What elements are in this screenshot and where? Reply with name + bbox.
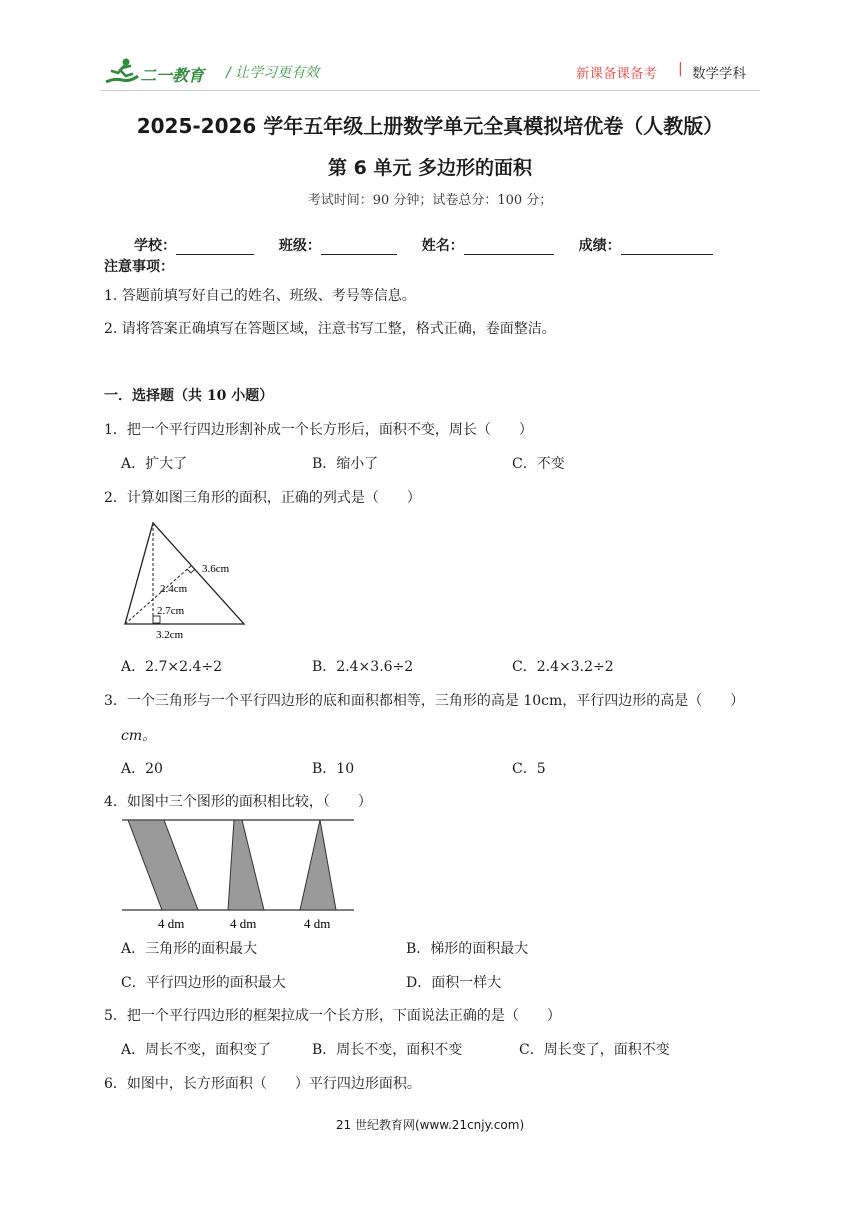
question-1-stem: 1．把一个平行四边形割补成一个长方形后，面积不变，周长（ ）: [104, 422, 533, 438]
class-blank[interactable]: [321, 240, 397, 255]
section-heading: 一．选择题（共 10 小题）: [104, 388, 274, 404]
school-label: 学校：: [134, 238, 176, 254]
question-2-option-a[interactable]: A．2.7×2.4÷2: [121, 659, 223, 675]
parallelogram-shape: [128, 820, 198, 910]
header-divider: [100, 90, 760, 91]
score-field[interactable]: [579, 235, 713, 255]
triangle-shape: [300, 820, 336, 910]
question-5-option-b[interactable]: B．周长不变，面积不变: [312, 1042, 463, 1058]
exam-info: 考试时间：90 分钟；试卷总分：100 分；: [307, 193, 553, 208]
question-5-option-a[interactable]: A．周长不变，面积变了: [121, 1042, 272, 1058]
question-3-option-b[interactable]: B．10: [312, 761, 355, 777]
question-4-option-c[interactable]: C．平行四边形的面积最大: [121, 975, 286, 991]
score-blank[interactable]: [621, 240, 713, 255]
question-3-option-c[interactable]: C．5: [512, 761, 546, 777]
triangle-label-32: 3.2cm: [156, 629, 184, 641]
class-label: 班级：: [278, 238, 321, 254]
triangle-label-27: 2.7cm: [157, 605, 185, 617]
score-label: 成绩：: [578, 238, 621, 254]
header-subject: 数学学科: [692, 66, 746, 82]
question-4-option-b[interactable]: B．梯形的面积最大: [406, 941, 529, 957]
logo-icon: [104, 56, 140, 86]
school-blank[interactable]: [176, 240, 254, 255]
question-2-stem: 2．计算如图三角形的面积，正确的列式是（ ）: [104, 490, 421, 506]
header-right-label: 新课备课备考: [576, 66, 657, 82]
question-2-option-c[interactable]: C．2.4×3.2÷2: [512, 659, 614, 675]
note-item: 1. 答题前填写好自己的姓名、班级、考号等信息。: [104, 288, 416, 304]
page-subtitle: 第 6 单元 多边形的面积: [327, 157, 533, 179]
trapezoid-shape: [228, 820, 264, 910]
question-3-stem: 3．一个三角形与一个平行四边形的底和面积都相等，三角形的高是 10cm，平行四边形的高是（ ）: [104, 693, 745, 709]
name-label: 姓名：: [421, 238, 464, 254]
class-field[interactable]: [279, 235, 397, 255]
page-footer: 21 世纪教育网(www.21cnjy.com): [335, 1118, 525, 1132]
question-6-stem: 6．如图中，长方形面积（ ）平行四边形面积。: [104, 1076, 421, 1092]
triangle-label-36: 3.6cm: [202, 563, 230, 575]
question-4-shapes-figure: [120, 814, 356, 934]
notes-heading: 注意事项：: [104, 259, 174, 275]
shape-label-3: 4 dm: [304, 916, 331, 931]
school-field[interactable]: [134, 235, 254, 255]
question-3-stem-cont: cm。: [121, 728, 157, 744]
logo-text: 二一教育: [140, 66, 205, 85]
question-5-stem: 5．把一个平行四边形的框架拉成一个长方形，下面说法正确的是（ ）: [104, 1008, 561, 1024]
question-5-option-c[interactable]: C．周长变了，面积不变: [519, 1042, 670, 1058]
slogan: / 让学习更有效: [226, 65, 320, 81]
question-4-option-a[interactable]: A．三角形的面积最大: [121, 941, 258, 957]
name-blank[interactable]: [464, 240, 554, 255]
shape-label-1: 4 dm: [158, 916, 185, 931]
shape-label-2: 4 dm: [230, 916, 257, 931]
question-4-stem: 4．如图中三个图形的面积相比较，（ ）: [104, 794, 372, 810]
question-1-option-a[interactable]: A．扩大了: [121, 456, 188, 472]
name-field[interactable]: [422, 235, 554, 255]
question-1-option-c[interactable]: C．不变: [512, 456, 565, 472]
question-4-option-d[interactable]: D．面积一样大: [406, 975, 502, 991]
question-2-triangle-figure: [118, 518, 253, 642]
question-3-option-a[interactable]: A．20: [121, 761, 163, 777]
triangle-label-24: 2.4cm: [160, 583, 188, 595]
question-2-option-b[interactable]: B．2.4×3.6÷2: [312, 659, 414, 675]
note-item: 2. 请将答案正确填写在答题区域，注意书写工整，格式正确，卷面整洁。: [104, 321, 556, 337]
page-title: 2025-2026 学年五年级上册数学单元全真模拟培优卷（人教版）: [136, 114, 724, 138]
student-info-fields: [134, 235, 733, 255]
header-separator: |: [678, 61, 683, 77]
question-1-option-b[interactable]: B．缩小了: [312, 456, 379, 472]
